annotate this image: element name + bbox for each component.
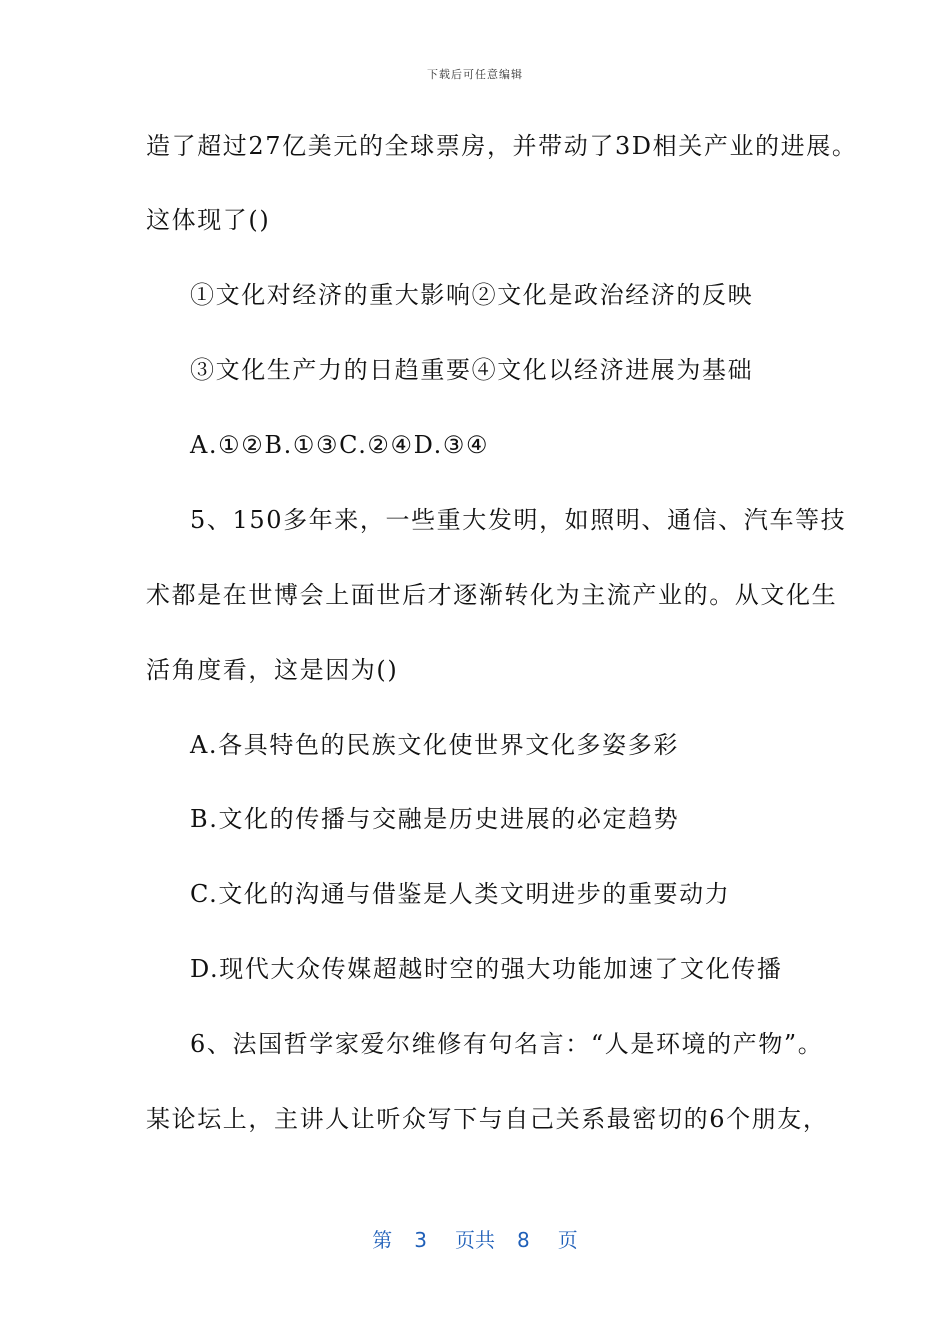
page-footer xyxy=(0,1224,950,1253)
body-line: 术都是在世博会上面世后才逐渐转化为主流产业的。从文化生 xyxy=(146,581,838,609)
question-6-line: 6、法国哲学家爱尔维修有句名言：“人是环境的产物”。 xyxy=(190,1030,824,1058)
total-pages-number: 8 xyxy=(517,1228,530,1252)
footer-prefix: 第 xyxy=(372,1228,393,1252)
option-line: ③文化生产力的日趋重要④文化以经济进展为基础 xyxy=(190,356,754,384)
question-5-line: 5、150多年来，一些重大发明，如照明、通信、汽车等技 xyxy=(190,506,847,534)
option-line: ①文化对经济的重大影响②文化是政治经济的反映 xyxy=(190,281,754,309)
body-line: 这体现了() xyxy=(146,206,271,234)
body-line: 某论坛上，主讲人让听众写下与自己关系最密切的6个朋友， xyxy=(146,1105,829,1133)
footer-suffix: 页 xyxy=(557,1228,578,1252)
answer-choices: A.①②B.①③C.②④D.③④ xyxy=(190,431,490,459)
option-d: D.现代大众传媒超越时空的强大功能加速了文化传播 xyxy=(190,955,783,983)
option-a: A.各具特色的民族文化使世界文化多姿多彩 xyxy=(190,731,679,759)
option-b: B.文化的传播与交融是历史进展的必定趋势 xyxy=(190,805,680,833)
option-c: C.文化的沟通与借鉴是人类文明进步的重要动力 xyxy=(190,880,731,908)
page-header: 下载后可任意编辑 xyxy=(427,68,523,81)
body-line: 造了超过27亿美元的全球票房，并带动了3D相关产业的进展。 xyxy=(146,132,858,160)
body-line: 活角度看，这是因为() xyxy=(146,656,399,684)
current-page-number: 3 xyxy=(414,1228,427,1252)
footer-middle: 页共 xyxy=(455,1228,495,1252)
